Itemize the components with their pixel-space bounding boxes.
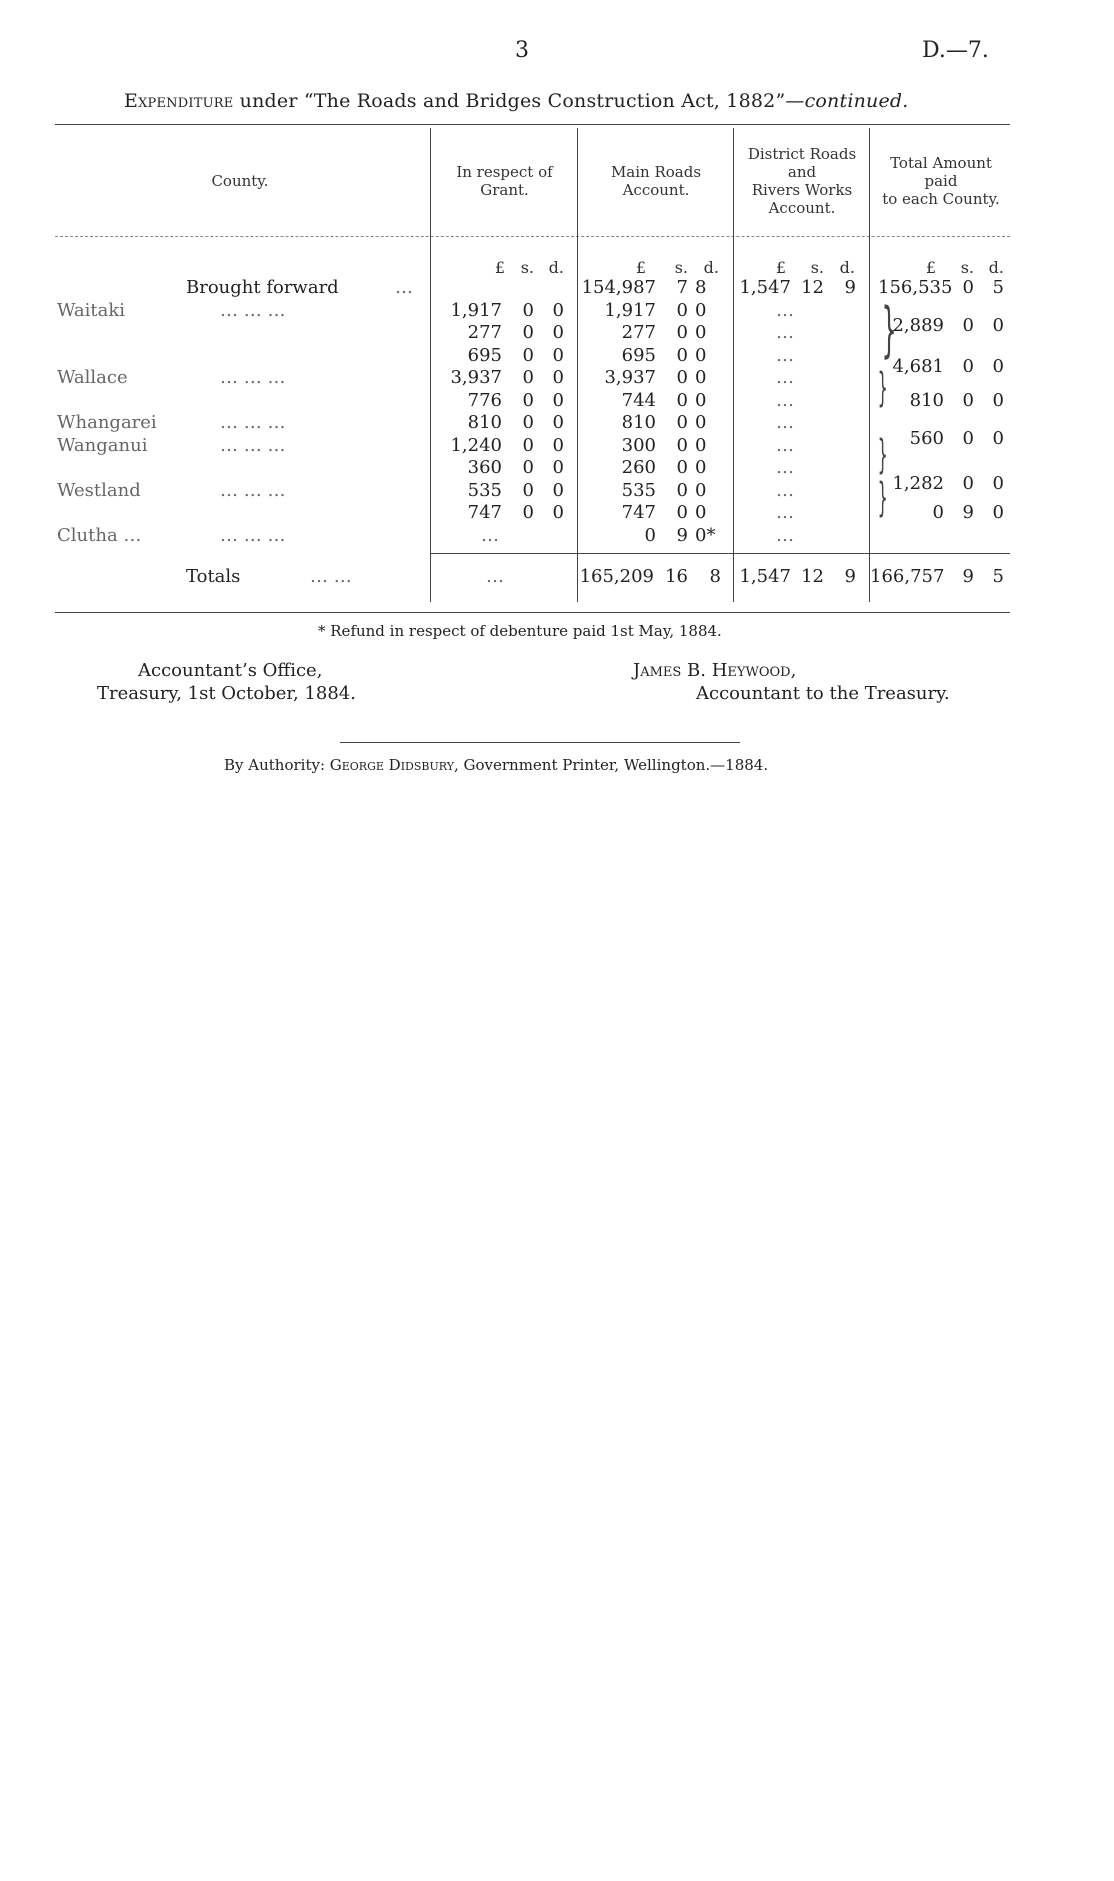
grant-amount: 0 — [552, 344, 564, 366]
main-amount: 0 — [644, 524, 656, 546]
county-label: Waitaki — [57, 299, 126, 321]
main-amount: 0 — [695, 457, 707, 478]
unit-total-pound: £ — [925, 258, 936, 277]
grant-amount: 747 — [467, 502, 502, 523]
grant-amount: 0 — [552, 502, 564, 523]
main-amount: 0 — [676, 389, 688, 411]
leader-dots: … … … — [220, 434, 286, 456]
county-label: Whangarei — [57, 412, 157, 433]
grant-amount: 0 — [552, 457, 564, 478]
brace-westland: } — [877, 475, 888, 521]
grant-amount: 1,240 — [450, 434, 502, 456]
total-paid-s: 0 — [962, 355, 974, 377]
main-amount: 277 — [621, 322, 656, 343]
totals-grant: … — [486, 566, 504, 587]
leader-dots: … … … — [220, 412, 286, 433]
unit-main-pence: d. — [703, 258, 719, 277]
total-paid-pound: 0 — [932, 502, 944, 523]
main-amount: 3,937 — [604, 367, 656, 388]
signatory-name: James B. Heywood, — [633, 660, 797, 681]
total-paid-s: 0 — [962, 277, 974, 298]
county-label: Wallace — [57, 367, 128, 388]
totals-dots: … … — [310, 566, 352, 587]
leader-dots: … … … — [220, 524, 286, 546]
district-amount: … — [776, 434, 794, 456]
district-amount: … — [776, 412, 794, 433]
total-paid-d: 0 — [992, 427, 1004, 449]
grant-amount: 0 — [552, 322, 564, 343]
main-amount: 0 — [695, 479, 707, 501]
main-amount: 744 — [621, 389, 656, 411]
grant-amount: 535 — [467, 479, 502, 501]
unit-district-pound: £ — [775, 258, 786, 277]
district-amount: 9 — [844, 277, 856, 298]
brace-waitaki: } — [881, 295, 897, 365]
district-amount: … — [776, 524, 794, 546]
main-amount: 0 — [676, 502, 688, 523]
grant-amount: 0 — [522, 434, 534, 456]
header-bottom-rule — [55, 236, 1010, 237]
district-amount: 12 — [801, 277, 824, 298]
district-amount: … — [776, 457, 794, 478]
district-amount: … — [776, 299, 794, 321]
title-main: under “The Roads and Bridges Construction Act, 1882”— — [233, 90, 805, 112]
main-amount: 0 — [695, 367, 707, 388]
total-paid-s: 0 — [962, 315, 974, 337]
totals-district-shilling: 12 — [801, 566, 824, 587]
total-paid-d: 0 — [992, 472, 1004, 494]
totals-main-pence: 8 — [709, 566, 721, 587]
table-bottom-rule — [55, 612, 1010, 613]
totals-total-pound: 166,757 — [870, 566, 945, 587]
grant-amount: 0 — [552, 412, 564, 433]
district-amount: … — [776, 502, 794, 523]
col-divider-total — [869, 128, 870, 602]
grant-amount: 0 — [552, 367, 564, 388]
imprint-rule — [340, 742, 740, 743]
county-label: Wanganui — [57, 434, 148, 456]
signatory-role: Accountant to the Treasury. — [696, 683, 950, 704]
main-amount: 300 — [621, 434, 656, 456]
brace-wanganui: } — [877, 432, 888, 478]
total-paid-d: 0 — [992, 315, 1004, 337]
total-paid-s: 0 — [962, 427, 974, 449]
unit-grant-pence: d. — [548, 258, 564, 277]
grant-amount: 3,937 — [450, 367, 502, 388]
grant-amount: 0 — [522, 389, 534, 411]
footnote: * Refund in respect of debenture paid 1st May, 1884. — [318, 622, 722, 640]
unit-district-shilling: s. — [810, 258, 824, 277]
leader-dots: … … … — [220, 367, 286, 388]
main-amount: 0 — [695, 299, 707, 321]
total-paid-pound: 1,282 — [892, 472, 944, 494]
total-paid-d: 0 — [992, 389, 1004, 411]
main-amount: 154,987 — [581, 277, 656, 298]
total-paid-d: 5 — [992, 277, 1004, 298]
title-lead: Expenditure — [124, 90, 234, 112]
office-line-2: Treasury, 1st October, 1884. — [97, 683, 356, 704]
main-amount: 7 — [676, 277, 688, 298]
total-paid-pound: 2,889 — [892, 315, 944, 337]
district-amount: … — [776, 479, 794, 501]
grant-amount: 0 — [552, 299, 564, 321]
grant-amount: 0 — [522, 367, 534, 388]
main-amount: 695 — [621, 344, 656, 366]
main-amount: 0 — [695, 389, 707, 411]
totals-district-pound: 1,547 — [739, 566, 791, 587]
grant-amount: 810 — [467, 412, 502, 433]
grant-amount: 0 — [522, 322, 534, 343]
main-amount: 0 — [695, 322, 707, 343]
main-amount: 0 — [676, 412, 688, 433]
table-title — [124, 90, 909, 112]
printer-imprint: By Authority: George Didsbury, Government Printer, Wellington.—1884. — [224, 756, 769, 774]
col-header-grant: In respect of Grant. — [456, 163, 553, 199]
main-amount: 0* — [695, 524, 716, 546]
district-amount: … — [776, 322, 794, 343]
main-amount: 0 — [695, 344, 707, 366]
county-label: Westland — [57, 479, 141, 501]
unit-grant-pound: £ — [494, 258, 505, 277]
col-divider-main — [577, 128, 578, 602]
grant-amount: 0 — [552, 389, 564, 411]
col-divider-district — [733, 128, 734, 602]
col-header-county: County. — [211, 172, 269, 190]
grant-amount: 776 — [467, 389, 502, 411]
document-reference: D.—7. — [922, 38, 989, 63]
grant-amount: … — [481, 524, 499, 546]
district-amount: … — [776, 367, 794, 388]
totals-total-pence: 5 — [992, 566, 1004, 587]
leader-dots: … … … — [220, 479, 286, 501]
total-paid-pound: 4,681 — [892, 355, 944, 377]
unit-total-shilling: s. — [960, 258, 974, 277]
grant-amount: 0 — [522, 479, 534, 501]
main-amount: 535 — [621, 479, 656, 501]
main-amount: 0 — [676, 434, 688, 456]
unit-district-pence: d. — [839, 258, 855, 277]
total-paid-s: 0 — [962, 472, 974, 494]
grant-amount: 0 — [522, 412, 534, 433]
main-amount: 810 — [621, 412, 656, 433]
totals-total-shilling: 9 — [962, 566, 974, 587]
unit-total-pence: d. — [988, 258, 1004, 277]
main-amount: 0 — [695, 412, 707, 433]
table-top-rule — [55, 124, 1010, 125]
grant-amount: 0 — [522, 502, 534, 523]
totals-main-shilling: 16 — [665, 566, 688, 587]
total-paid-pound: 156,535 — [878, 277, 953, 298]
unit-main-pound: £ — [635, 258, 646, 277]
title-continued: continued. — [804, 90, 909, 112]
col-divider-grant — [430, 128, 431, 602]
district-amount: … — [776, 344, 794, 366]
main-amount: 0 — [676, 322, 688, 343]
main-amount: 0 — [695, 434, 707, 456]
district-amount: 1,547 — [739, 277, 791, 298]
main-amount: 0 — [676, 299, 688, 321]
total-paid-d: 0 — [992, 355, 1004, 377]
unit-grant-shilling: s. — [520, 258, 534, 277]
grant-amount: 277 — [467, 322, 502, 343]
totals-label: Totals — [186, 566, 241, 587]
grant-amount: 695 — [467, 344, 502, 366]
page-number: 3 — [515, 38, 529, 63]
grant-amount: 0 — [522, 344, 534, 366]
total-paid-s: 9 — [962, 502, 974, 523]
grant-amount: 1,917 — [450, 299, 502, 321]
main-amount: 8 — [695, 277, 707, 298]
grant-amount: 0 — [522, 299, 534, 321]
totals-district-pence: 9 — [844, 566, 856, 587]
main-amount: 0 — [676, 344, 688, 366]
main-amount: 0 — [676, 479, 688, 501]
totals-rule — [430, 553, 1010, 554]
leader-dots: … … … — [220, 299, 286, 321]
total-paid-pound: 560 — [909, 427, 944, 449]
main-amount: 1,917 — [604, 299, 656, 321]
total-paid-pound: 810 — [909, 389, 944, 411]
office-line-1: Accountant’s Office, — [138, 660, 323, 681]
total-paid-d: 0 — [992, 502, 1004, 523]
main-amount: 0 — [695, 502, 707, 523]
main-amount: 260 — [621, 457, 656, 478]
grant-amount: 0 — [522, 457, 534, 478]
county-label: Brought forward — [186, 277, 339, 298]
grant-amount: 0 — [552, 479, 564, 501]
main-amount: 0 — [676, 457, 688, 478]
totals-main-pound: 165,209 — [579, 566, 654, 587]
grant-amount: 0 — [552, 434, 564, 456]
total-paid-s: 0 — [962, 389, 974, 411]
main-amount: 9 — [676, 524, 688, 546]
county-label: Clutha … — [57, 524, 142, 546]
district-amount: … — [776, 389, 794, 411]
leader-dots: … — [395, 277, 413, 298]
main-amount: 0 — [676, 367, 688, 388]
col-header-main-roads: Main Roads Account. — [610, 163, 702, 199]
grant-amount: 360 — [467, 457, 502, 478]
brace-wallace: } — [877, 365, 888, 411]
col-header-total: Total Amount paid to each County. — [882, 154, 1000, 208]
main-amount: 747 — [621, 502, 656, 523]
col-header-district: District Roads and Rivers Works Account. — [747, 145, 857, 217]
unit-main-shilling: s. — [674, 258, 688, 277]
